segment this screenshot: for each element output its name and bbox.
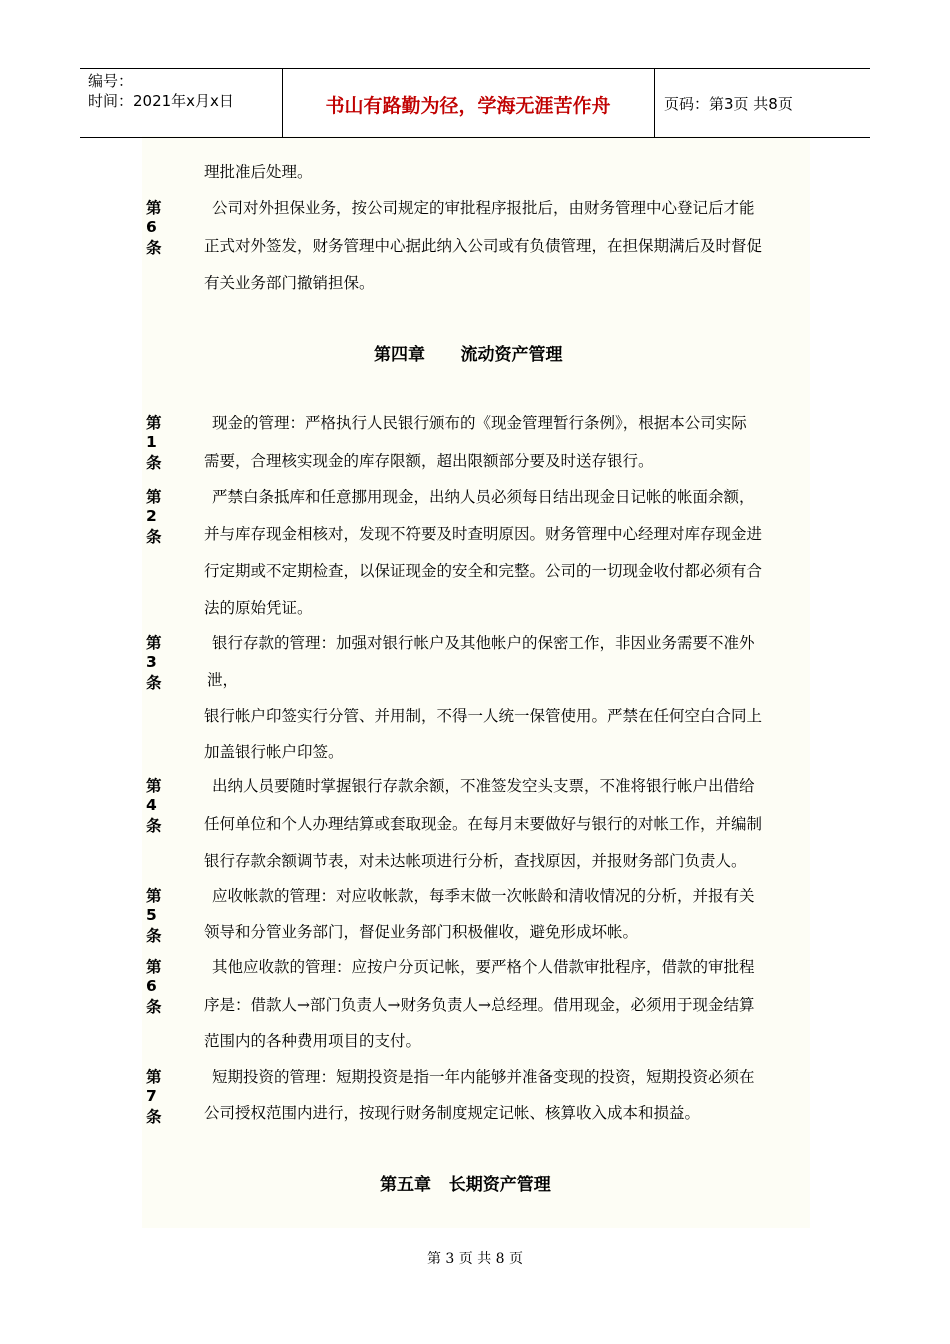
header-divider (654, 69, 655, 137)
header-motto: 书山有路勤为径，学海无涯苦作舟 (325, 95, 611, 117)
text-line: 公司对外担保业务，按公司规定的审批程序报批后，由财务管理中心登记后才能 (212, 199, 755, 217)
text-line: 应收帐款的管理：对应收帐款，每季末做一次帐龄和清收情况的分析，并报有关 (212, 887, 755, 905)
text-line: 银行存款的管理：加强对银行帐户及其他帐户的保密工作，非因业务需要不准外 (212, 634, 755, 652)
text-line: 序是：借款人→部门负责人→财务负责人→总经理。借用现金，必须用于现金结算 (204, 996, 755, 1014)
chapter-heading: 第五章 长期资产管理 (380, 1175, 551, 1195)
chapter-heading: 第四章 流动资产管理 (374, 345, 563, 365)
text-line: 泄， (207, 671, 239, 689)
text-line: 任何单位和个人办理结算或套取现金。在每月末要做好与银行的对帐工作，并编制 (204, 815, 763, 833)
text-line: 银行帐户印签实行分管、并用制，不得一人统一保管使用。严禁在任何空白合同上 (204, 707, 763, 725)
text-line: 领导和分管业务部门，督促业务部门积极催收，避免形成坏帐。 (204, 923, 639, 941)
text-line: 理批准后处理。 (204, 163, 313, 181)
number-label: 编号： (88, 72, 134, 90)
article-number: 第7条 (146, 1068, 162, 1126)
text-line: 银行存款余额调节表，对未达帐项进行分析，查找原因，并报财务部门负责人。 (204, 852, 747, 870)
text-line: 有关业务部门撤销担保。 (204, 274, 375, 292)
header-meta (88, 71, 234, 111)
text-line: 范围内的各种费用项目的支付。 (204, 1032, 422, 1050)
text-line: 需要，合理核实现金的库存限额，超出限额部分要及时送存银行。 (204, 452, 654, 470)
text-line: 现金的管理：严格执行人民银行颁布的《现金管理暂行条例》，根据本公司实际 (212, 414, 747, 432)
header-page-info: 页码：第3页 共8页 (664, 95, 793, 113)
article-number: 第3条 (146, 634, 162, 692)
article-number: 第1条 (146, 414, 162, 472)
text-line: 出纳人员要随时掌握银行存款余额，不准签发空头支票，不准将银行帐户出借给 (212, 777, 755, 795)
header-table (80, 68, 870, 138)
text-line: 并与库存现金相核对，发现不符要及时查明原因。财务管理中心经理对库存现金进 (204, 525, 763, 543)
text-line: 严禁白条抵库和任意挪用现金，出纳人员必须每日结出现金日记帐的帐面余额， (212, 488, 755, 506)
article-number: 第2条 (146, 488, 162, 546)
article-number: 第6条 (146, 199, 162, 257)
article-number: 第6条 (146, 958, 162, 1016)
text-line: 加盖银行帐户印签。 (204, 743, 344, 761)
text-line: 正式对外签发，财务管理中心据此纳入公司或有负债管理，在担保期满后及时督促 (204, 237, 763, 255)
date-label: 时间：2021年x月x日 (88, 92, 234, 110)
text-line: 其他应收款的管理：应按户分页记帐，要严格个人借款审批程序，借款的审批程 (212, 958, 755, 976)
article-number: 第4条 (146, 777, 162, 835)
article-number: 第5条 (146, 887, 162, 945)
page-footer: 第 3 页 共 8 页 (426, 1251, 524, 1267)
text-line: 公司授权范围内进行，按现行财务制度规定记帐、核算收入成本和损益。 (204, 1104, 701, 1122)
text-line: 法的原始凭证。 (204, 599, 313, 617)
text-line: 行定期或不定期检查，以保证现金的安全和完整。公司的一切现金收付都必须有合 (204, 562, 763, 580)
text-line: 短期投资的管理：短期投资是指一年内能够并准备变现的投资，短期投资必须在 (212, 1068, 755, 1086)
